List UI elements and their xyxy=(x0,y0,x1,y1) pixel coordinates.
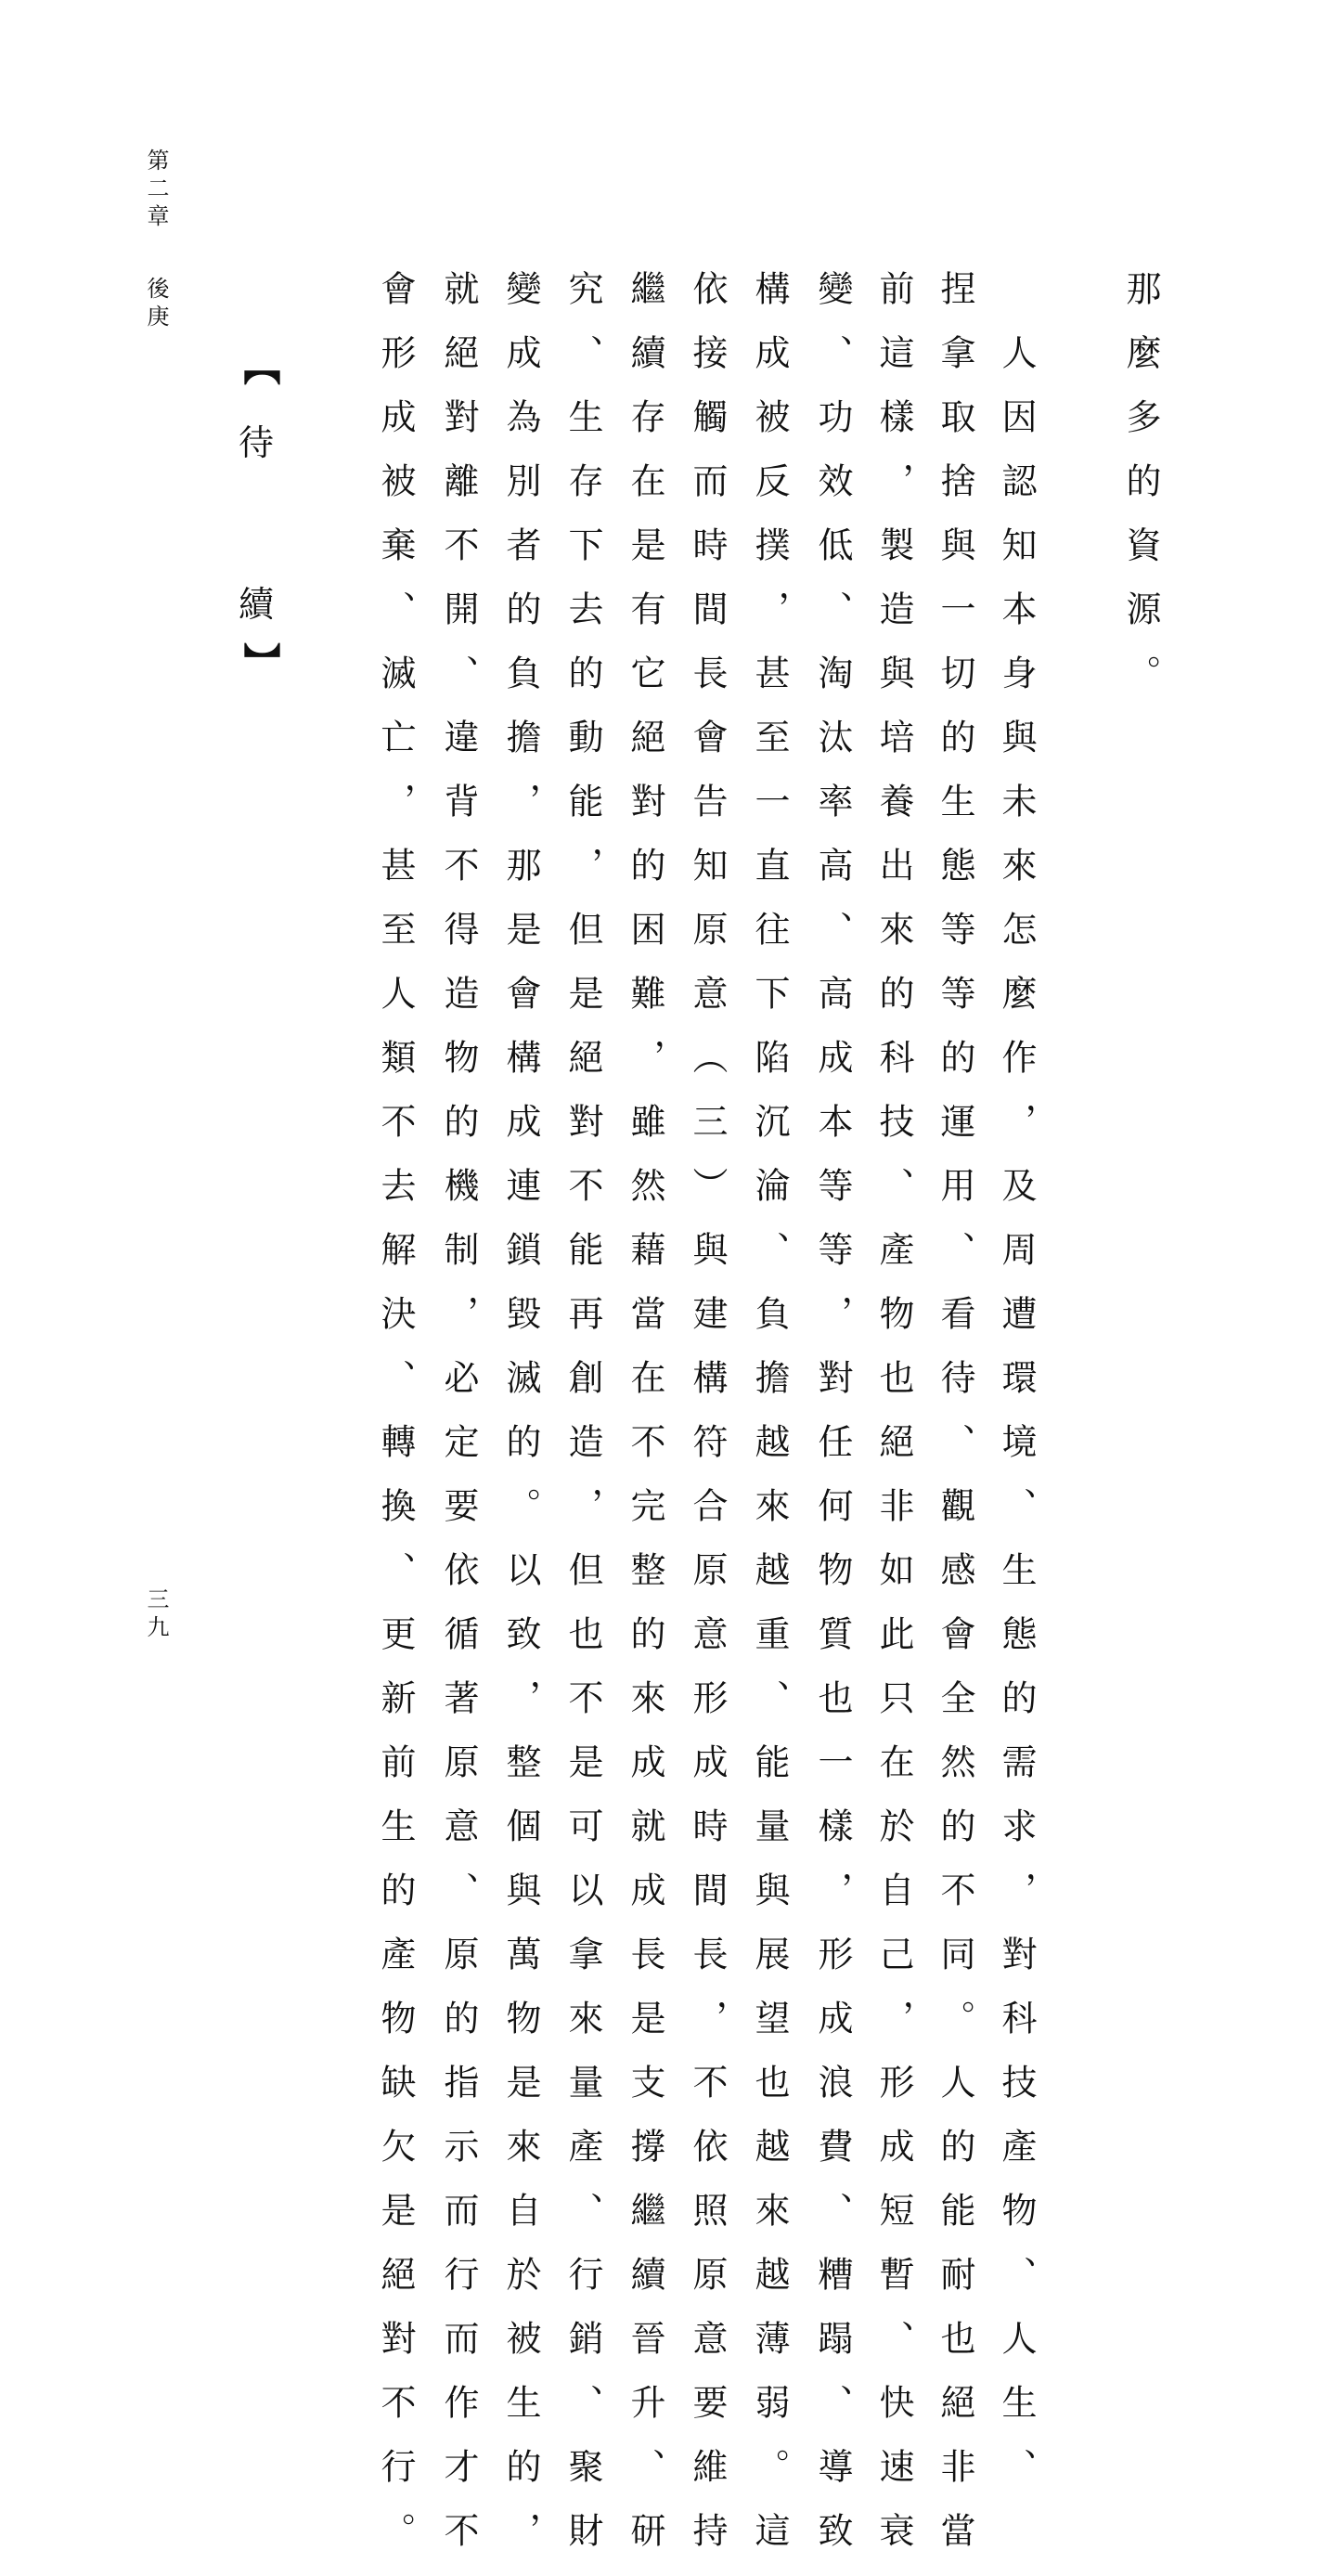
page-number: 三九 xyxy=(143,1587,169,1643)
text-column: 捏拿取捨與一切的生態等等的運用、看待、觀感會全然的不同。人的能耐也絕非當 xyxy=(935,270,975,2576)
text-column: 就絕對離不開、違背不得造物的機制，必定要依循著原意、原的指示而行而作才不 xyxy=(438,270,479,2576)
text-column: 究、生存下去的動能，但是絕對不能再創造，但也不是可以拿來量產、行銷、聚財 xyxy=(562,270,603,2576)
running-header-chapter: 第二章 xyxy=(143,149,169,232)
heading-close-bracket: 】 xyxy=(238,642,281,680)
text-column: 繼續存在是有它絕對的困難，雖然藉當在不完整的來成就成長是支撐繼續晉升、研 xyxy=(625,270,665,2576)
heading-char-dai: 待 xyxy=(238,422,274,463)
text-column: 前這樣，製造與培養出來的科技、產物也絕非如此只在於自己，形成短暫、快速衰 xyxy=(873,270,914,2576)
text-column: 依接觸而時間長會告知原意（三）與建構符合原意形成時間長，不依照原意要維持 xyxy=(687,270,728,2576)
text-column: 那麼多的資源。 xyxy=(1120,270,1161,718)
text-column: 會形成被棄、滅亡，甚至人類不去解決、轉換、更新前生的產物缺欠是絕對不行。 xyxy=(375,270,416,2576)
text-column: 人因認知本身與未來怎麼作，及周遭環境、生態的需求，對科技產物、人生、 xyxy=(996,270,1037,2512)
running-header-title: 後庚 xyxy=(143,277,169,332)
heading-open-bracket: 【 xyxy=(238,348,281,385)
text-column: 構成被反撲，甚至一直往下陷沉淪、負擔越來越重、能量與展望也越來越薄弱。這 xyxy=(749,270,790,2576)
heading-char-xu: 續 xyxy=(238,584,274,625)
text-column: 變、功效低、淘汰率高、高成本等等，對任何物質也一樣，形成浪費、糟蹋、導致 xyxy=(812,270,853,2576)
text-column: 變成為別者的負擔，那是會構成連鎖毀滅的。以致，整個與萬物是來自於被生的， xyxy=(500,270,541,2576)
